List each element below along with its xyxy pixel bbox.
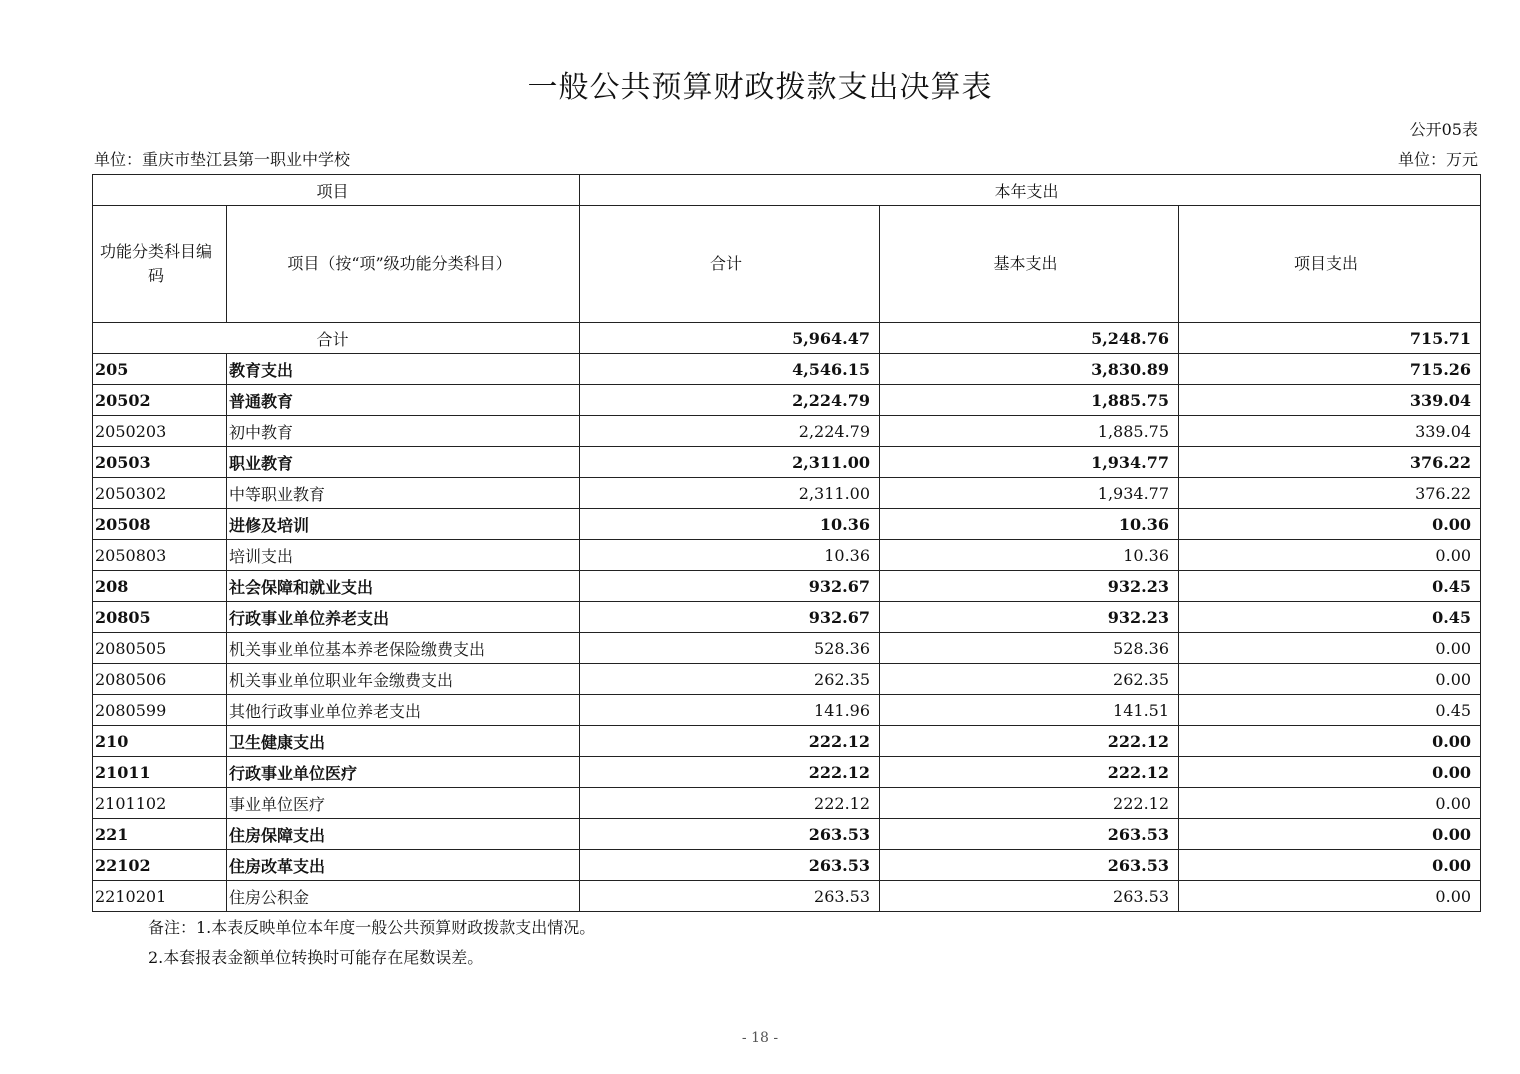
table-row (93, 850, 1481, 881)
row-total: 528.36 (580, 633, 880, 664)
total-row-basic: 5,248.76 (880, 323, 1179, 354)
row-code: 221 (93, 819, 227, 850)
row-code: 2080505 (93, 633, 227, 664)
row-name: 培训支出 (227, 540, 580, 571)
row-name: 普通教育 (227, 385, 580, 416)
row-name: 初中教育 (227, 416, 580, 447)
row-basic: 932.23 (880, 602, 1179, 633)
note-2: 2.本套报表金额单位转换时可能存在尾数误差。 (148, 948, 484, 967)
table-row (93, 509, 1481, 540)
note-1: 备注：1.本表反映单位本年度一般公共预算财政拨款支出情况。 (148, 918, 596, 937)
row-basic: 3,830.89 (880, 354, 1179, 385)
expenditure-table (92, 174, 1481, 912)
row-code: 208 (93, 571, 227, 602)
row-project: 0.00 (1179, 633, 1481, 664)
row-total: 2,224.79 (580, 416, 880, 447)
row-name: 机关事业单位基本养老保险缴费支出 (227, 633, 580, 664)
total-row-label: 合计 (93, 323, 580, 354)
row-total: 222.12 (580, 788, 880, 819)
row-code: 20805 (93, 602, 227, 633)
row-project: 0.45 (1179, 695, 1481, 726)
table-row (93, 385, 1481, 416)
table-row (93, 757, 1481, 788)
row-project: 0.45 (1179, 602, 1481, 633)
row-basic: 1,885.75 (880, 385, 1179, 416)
row-total: 263.53 (580, 819, 880, 850)
row-code: 20503 (93, 447, 227, 478)
row-project: 0.00 (1179, 757, 1481, 788)
row-code: 205 (93, 354, 227, 385)
table-row (93, 664, 1481, 695)
row-project: 715.26 (1179, 354, 1481, 385)
header-row-1 (93, 175, 1481, 206)
form-number: 公开05表 (1409, 120, 1478, 139)
row-project: 0.00 (1179, 850, 1481, 881)
row-name: 行政事业单位医疗 (227, 757, 580, 788)
row-name: 住房保障支出 (227, 819, 580, 850)
row-name: 事业单位医疗 (227, 788, 580, 819)
row-total: 263.53 (580, 850, 880, 881)
page-number: - 18 - (741, 1030, 779, 1046)
row-project: 376.22 (1179, 447, 1481, 478)
table-row (93, 788, 1481, 819)
total-row-total: 5,964.47 (580, 323, 880, 354)
header-total: 合计 (580, 206, 880, 323)
total-row (93, 323, 1481, 354)
row-project: 0.00 (1179, 664, 1481, 695)
row-code: 22102 (93, 850, 227, 881)
row-total: 10.36 (580, 540, 880, 571)
row-total: 10.36 (580, 509, 880, 540)
row-project: 0.00 (1179, 819, 1481, 850)
header-item-name: 项目（按“项”级功能分类科目） (227, 206, 580, 323)
row-total: 262.35 (580, 664, 880, 695)
currency-unit: 单位：万元 (1397, 150, 1478, 169)
row-name: 机关事业单位职业年金缴费支出 (227, 664, 580, 695)
header-basic: 基本支出 (880, 206, 1179, 323)
row-project: 0.00 (1179, 726, 1481, 757)
table-row (93, 416, 1481, 447)
table-row (93, 478, 1481, 509)
row-total: 222.12 (580, 757, 880, 788)
row-name: 住房改革支出 (227, 850, 580, 881)
row-basic: 263.53 (880, 850, 1179, 881)
row-basic: 222.12 (880, 726, 1179, 757)
row-total: 263.53 (580, 881, 880, 912)
row-basic: 263.53 (880, 881, 1179, 912)
row-project: 0.00 (1179, 509, 1481, 540)
row-total: 4,546.15 (580, 354, 880, 385)
row-project: 0.00 (1179, 788, 1481, 819)
row-project: 0.00 (1179, 540, 1481, 571)
notes (148, 913, 595, 973)
table-row (93, 819, 1481, 850)
row-code: 2210201 (93, 881, 227, 912)
row-basic: 10.36 (880, 509, 1179, 540)
row-project: 0.45 (1179, 571, 1481, 602)
page-title: 一般公共预算财政拨款支出决算表 (527, 70, 993, 105)
row-name: 进修及培训 (227, 509, 580, 540)
row-code: 2080599 (93, 695, 227, 726)
row-code: 2050803 (93, 540, 227, 571)
row-basic: 263.53 (880, 819, 1179, 850)
row-basic: 141.51 (880, 695, 1179, 726)
row-project: 339.04 (1179, 416, 1481, 447)
row-code: 20502 (93, 385, 227, 416)
row-basic: 932.23 (880, 571, 1179, 602)
row-total: 141.96 (580, 695, 880, 726)
header-current-year: 本年支出 (580, 175, 1481, 206)
row-code: 2050203 (93, 416, 227, 447)
row-basic: 1,934.77 (880, 478, 1179, 509)
row-basic: 528.36 (880, 633, 1179, 664)
row-basic: 262.35 (880, 664, 1179, 695)
header-project: 项目支出 (1179, 206, 1481, 323)
row-total: 2,311.00 (580, 447, 880, 478)
row-name: 社会保障和就业支出 (227, 571, 580, 602)
row-total: 222.12 (580, 726, 880, 757)
row-code: 21011 (93, 757, 227, 788)
row-code: 210 (93, 726, 227, 757)
header-item: 项目 (93, 175, 580, 206)
row-total: 2,224.79 (580, 385, 880, 416)
row-project: 376.22 (1179, 478, 1481, 509)
row-basic: 10.36 (880, 540, 1179, 571)
row-name: 卫生健康支出 (227, 726, 580, 757)
row-code: 2101102 (93, 788, 227, 819)
table-row (93, 354, 1481, 385)
row-total: 2,311.00 (580, 478, 880, 509)
table-row (93, 602, 1481, 633)
row-basic: 1,885.75 (880, 416, 1179, 447)
row-name: 教育支出 (227, 354, 580, 385)
table-row (93, 695, 1481, 726)
row-total: 932.67 (580, 571, 880, 602)
row-project: 339.04 (1179, 385, 1481, 416)
table-row (93, 633, 1481, 664)
reporting-unit: 单位：重庆市垫江县第一职业中学校 (94, 150, 351, 169)
row-name: 其他行政事业单位养老支出 (227, 695, 580, 726)
row-basic: 222.12 (880, 788, 1179, 819)
row-total: 932.67 (580, 602, 880, 633)
row-code: 2080506 (93, 664, 227, 695)
total-row-project: 715.71 (1179, 323, 1481, 354)
row-name: 行政事业单位养老支出 (227, 602, 580, 633)
header-code: 功能分类科目编码 (93, 206, 227, 323)
row-name: 中等职业教育 (227, 478, 580, 509)
table-row (93, 447, 1481, 478)
table-row (93, 726, 1481, 757)
table-row (93, 540, 1481, 571)
table-row (93, 881, 1481, 912)
row-basic: 222.12 (880, 757, 1179, 788)
table-row (93, 571, 1481, 602)
row-code: 2050302 (93, 478, 227, 509)
row-project: 0.00 (1179, 881, 1481, 912)
row-name: 职业教育 (227, 447, 580, 478)
row-code: 20508 (93, 509, 227, 540)
row-name: 住房公积金 (227, 881, 580, 912)
header-row-2 (93, 206, 1481, 323)
row-basic: 1,934.77 (880, 447, 1179, 478)
